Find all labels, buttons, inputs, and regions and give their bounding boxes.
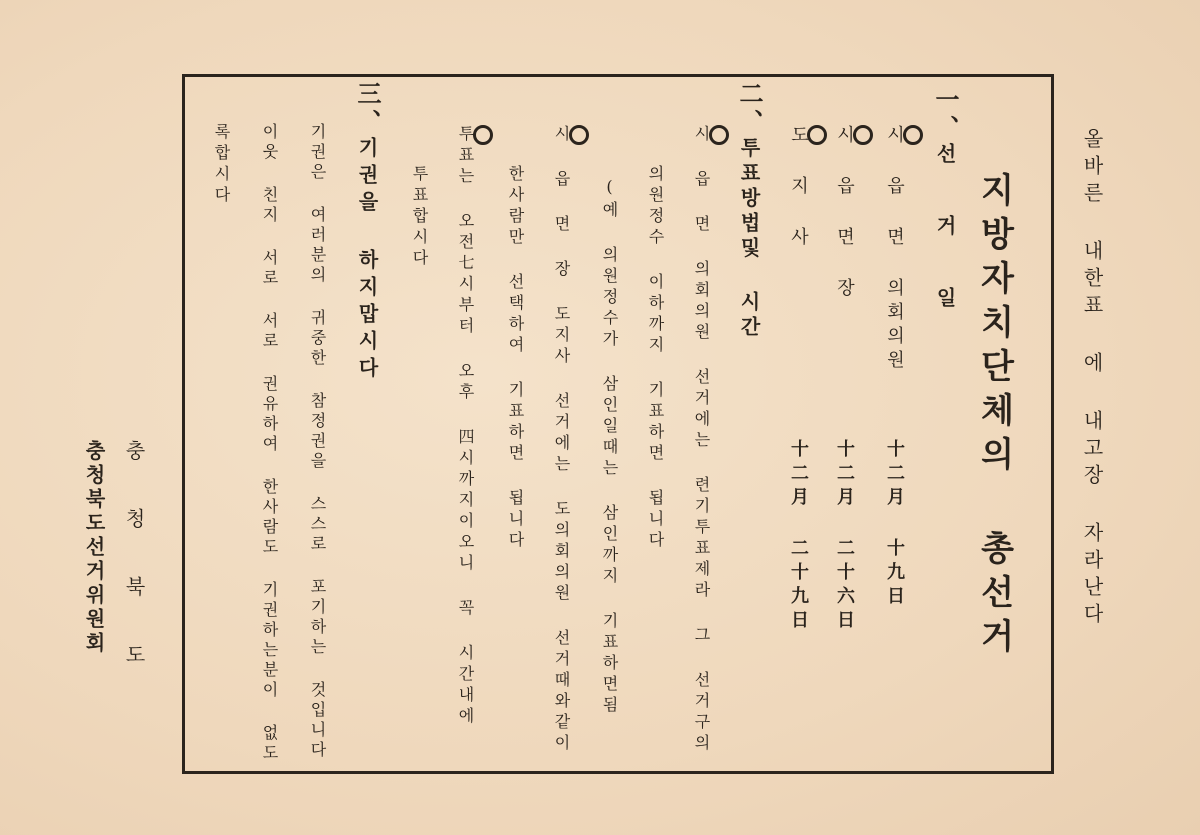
issuer-province: 충 청 북 도 xyxy=(122,440,146,676)
section2-number: 二 xyxy=(735,81,764,109)
election-item xyxy=(835,125,873,302)
slogan: 올바른 내한표 에 내고장 자라난다 xyxy=(1080,128,1104,630)
voting-method-item xyxy=(693,125,729,755)
election-item-date: 十二月 二十九日 xyxy=(788,439,809,634)
voting-time-item xyxy=(457,125,493,728)
election-item-name: 도 지 사 xyxy=(788,125,809,251)
circle-bullet-icon xyxy=(473,125,493,145)
section1-title: 선 거 일 xyxy=(933,143,957,321)
election-item xyxy=(789,125,827,251)
section1-number: 一 xyxy=(931,87,960,115)
section2-heading: 二、투표방법및 시간 xyxy=(735,81,764,341)
voting-method-cont: 의원정수 이하까지 기표하면 됩니다 xyxy=(646,165,665,552)
circle-bullet-icon xyxy=(807,125,827,145)
election-item-date: 十二月 二十六日 xyxy=(834,439,855,634)
section2-title: 투표방법및 시간 xyxy=(737,137,761,341)
circle-bullet-icon xyxy=(903,125,923,145)
voting-method-text: 시 읍 면 장 도지사 선거에는 도의회의원 선거때와같이 xyxy=(552,125,571,755)
circle-bullet-icon xyxy=(709,125,729,145)
election-item xyxy=(885,125,923,374)
circle-bullet-icon xyxy=(853,125,873,145)
voting-time-cont: 투표합시다 xyxy=(410,165,429,270)
abstention-text: 록합시다 xyxy=(212,123,231,207)
circle-bullet-icon xyxy=(569,125,589,145)
section3-title: 기권을 하지맙시다 xyxy=(355,137,379,384)
section3-number: 三 xyxy=(353,81,382,109)
abstention-text: 이웃 친지 서로 서로 권유하여 한사람도 기권하는분이 없도 xyxy=(260,123,279,764)
voting-method-item xyxy=(553,125,589,755)
abstention-text: 기권은 여러분의 귀중한 참정권을 스스로 포기하는 것입니다 xyxy=(308,123,327,761)
voting-method-cont: 한사람만 선택하여 기표하면 됩니다 xyxy=(506,165,525,552)
issuer-name: 충청북도선거위원회 xyxy=(82,440,106,656)
election-item-name: 시 읍 면 장 xyxy=(834,125,855,302)
election-item-date: 十二月 十九日 xyxy=(884,439,905,610)
notice-frame xyxy=(182,74,1054,774)
page-title: 지방자치단체의 총선거 xyxy=(974,172,1014,662)
voting-method-text: 시 읍 면 의회의원 선거에는 련기투표제라 그 선거구의 xyxy=(692,125,711,755)
election-item-name: 시 읍 면 의회의원 xyxy=(884,125,905,374)
voting-method-example: (예 의원정수가 삼인일때는 삼인까지 기표하면됨 xyxy=(600,177,619,717)
voting-time-text: 투표는 오전七시부터 오후 四시까지이오니 꼭 시간내에 xyxy=(456,125,475,728)
section3-heading: 三、기권을 하지맙시다 xyxy=(353,81,382,384)
section1-heading: 一、선 거 일 xyxy=(931,87,960,321)
